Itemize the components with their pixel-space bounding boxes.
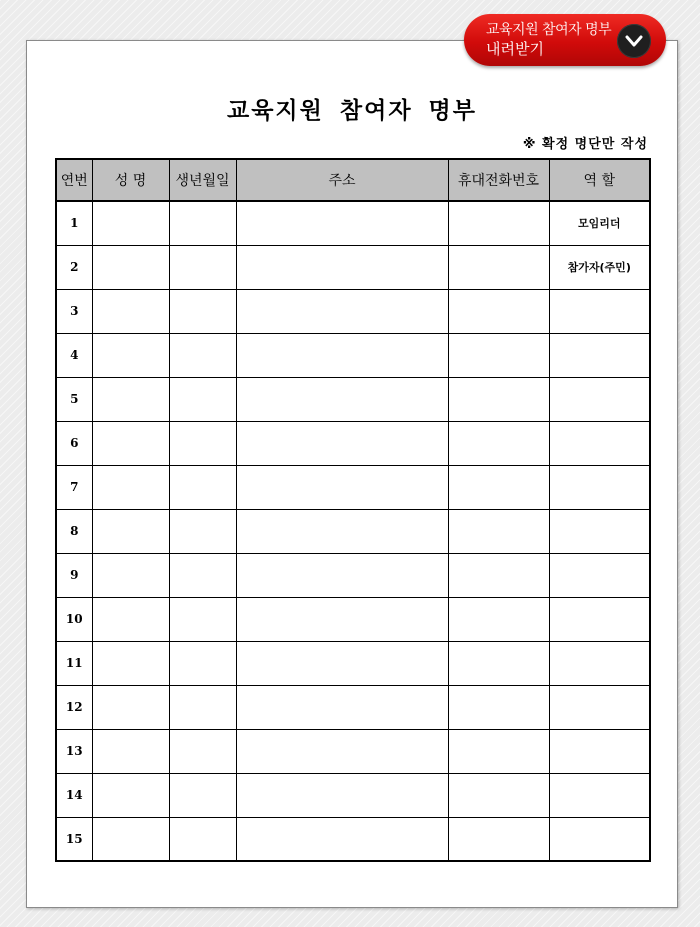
cell-role	[549, 773, 650, 817]
cell-birthdate	[169, 289, 236, 333]
cell-phone	[448, 465, 549, 509]
cell-address	[236, 465, 448, 509]
cell-name	[92, 685, 169, 729]
header-seq: 연번	[56, 159, 92, 201]
cell-seq: 9	[56, 553, 92, 597]
cell-birthdate	[169, 597, 236, 641]
cell-birthdate	[169, 817, 236, 861]
cell-role: 참가자(주민)	[549, 245, 650, 289]
cell-name	[92, 817, 169, 861]
cell-seq: 14	[56, 773, 92, 817]
cell-address	[236, 773, 448, 817]
table-row	[56, 685, 650, 729]
cell-name	[92, 201, 169, 245]
cell-address	[236, 729, 448, 773]
download-button-label: 교육지원 참여자 명부	[486, 22, 612, 38]
cell-name	[92, 333, 169, 377]
participant-table	[55, 158, 651, 862]
cell-birthdate	[169, 641, 236, 685]
cell-address	[236, 201, 448, 245]
table-row	[56, 773, 650, 817]
cell-phone	[448, 421, 549, 465]
cell-name	[92, 377, 169, 421]
cell-birthdate	[169, 245, 236, 289]
cell-role	[549, 465, 650, 509]
cell-birthdate	[169, 333, 236, 377]
cell-name	[92, 597, 169, 641]
cell-phone	[448, 641, 549, 685]
cell-address	[236, 685, 448, 729]
cell-birthdate	[169, 421, 236, 465]
cell-name	[92, 509, 169, 553]
table-row	[56, 553, 650, 597]
cell-phone	[448, 553, 549, 597]
document-note: ※ 확정 명단만 작성	[522, 137, 648, 152]
table-header-row	[56, 159, 650, 201]
cell-address	[236, 245, 448, 289]
table-row	[56, 201, 650, 245]
download-button-sublabel: 내려받기	[486, 40, 544, 58]
cell-phone	[448, 377, 549, 421]
table-row	[56, 509, 650, 553]
header-name: 성 명	[92, 159, 169, 201]
cell-phone	[448, 289, 549, 333]
cell-name	[92, 245, 169, 289]
cell-seq: 11	[56, 641, 92, 685]
table-body	[56, 201, 650, 861]
table-row	[56, 333, 650, 377]
cell-name	[92, 773, 169, 817]
cell-role	[549, 817, 650, 861]
cell-phone	[448, 333, 549, 377]
cell-name	[92, 641, 169, 685]
table-row	[56, 421, 650, 465]
table-row	[56, 465, 650, 509]
header-birthdate: 생년월일	[169, 159, 236, 201]
cell-seq: 8	[56, 509, 92, 553]
cell-address	[236, 333, 448, 377]
table-row	[56, 729, 650, 773]
cell-role	[549, 509, 650, 553]
table-row	[56, 245, 650, 289]
cell-seq: 12	[56, 685, 92, 729]
cell-phone	[448, 729, 549, 773]
cell-seq: 4	[56, 333, 92, 377]
cell-seq: 5	[56, 377, 92, 421]
cell-name	[92, 421, 169, 465]
cell-name	[92, 289, 169, 333]
cell-birthdate	[169, 685, 236, 729]
cell-birthdate	[169, 377, 236, 421]
table-row	[56, 377, 650, 421]
cell-phone	[448, 201, 549, 245]
cell-address	[236, 421, 448, 465]
cell-birthdate	[169, 509, 236, 553]
cell-address	[236, 553, 448, 597]
cell-birthdate	[169, 773, 236, 817]
cell-address	[236, 597, 448, 641]
cell-address	[236, 641, 448, 685]
cell-phone	[448, 509, 549, 553]
cell-role	[549, 333, 650, 377]
cell-name	[92, 553, 169, 597]
cell-seq: 2	[56, 245, 92, 289]
table-row	[56, 817, 650, 861]
chevron-down-icon	[617, 24, 651, 58]
cell-birthdate	[169, 201, 236, 245]
cell-phone	[448, 773, 549, 817]
table-row	[56, 289, 650, 333]
cell-address	[236, 817, 448, 861]
cell-role	[549, 289, 650, 333]
cell-address	[236, 509, 448, 553]
cell-seq: 7	[56, 465, 92, 509]
cell-phone	[448, 597, 549, 641]
cell-address	[236, 289, 448, 333]
header-phone: 휴대전화번호	[448, 159, 549, 201]
cell-birthdate	[169, 465, 236, 509]
cell-phone	[448, 685, 549, 729]
cell-seq: 1	[56, 201, 92, 245]
cell-seq: 10	[56, 597, 92, 641]
cell-phone	[448, 245, 549, 289]
cell-role	[549, 421, 650, 465]
cell-seq: 13	[56, 729, 92, 773]
cell-phone	[448, 817, 549, 861]
cell-address	[236, 377, 448, 421]
cell-seq: 3	[56, 289, 92, 333]
document-title: 교육지원 참여자 명부	[227, 98, 477, 124]
table-row	[56, 641, 650, 685]
table-row	[56, 597, 650, 641]
cell-seq: 6	[56, 421, 92, 465]
cell-birthdate	[169, 729, 236, 773]
cell-role: 모임리더	[549, 201, 650, 245]
header-role: 역 할	[549, 159, 650, 201]
cell-role	[549, 685, 650, 729]
cell-name	[92, 729, 169, 773]
cell-role	[549, 553, 650, 597]
cell-role	[549, 729, 650, 773]
cell-role	[549, 597, 650, 641]
cell-birthdate	[169, 553, 236, 597]
cell-role	[549, 641, 650, 685]
header-address: 주소	[236, 159, 448, 201]
cell-seq: 15	[56, 817, 92, 861]
cell-role	[549, 377, 650, 421]
download-button[interactable]	[464, 14, 666, 66]
cell-name	[92, 465, 169, 509]
